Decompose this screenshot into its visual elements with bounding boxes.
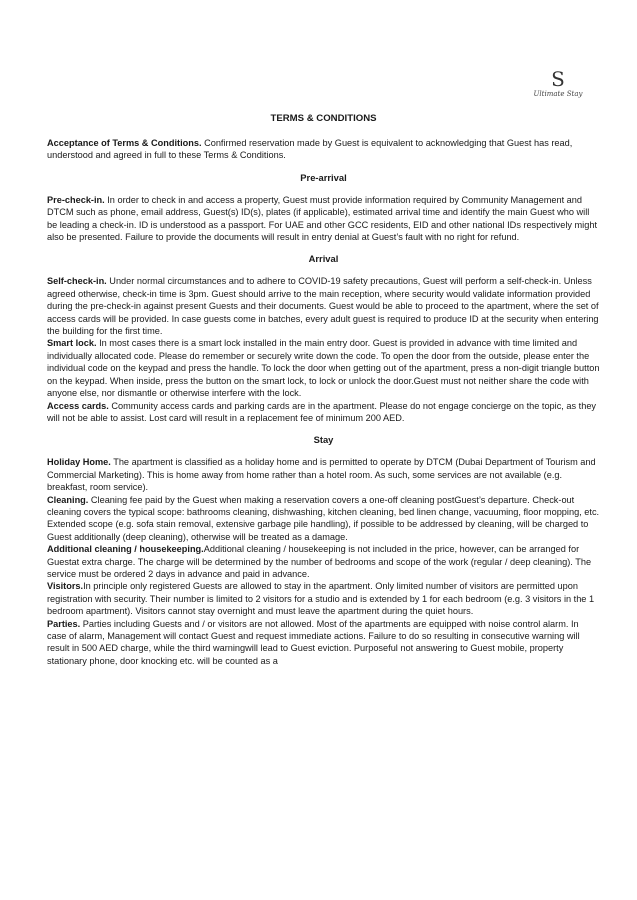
document-body — [47, 113, 600, 667]
section-title-stay: Stay — [313, 434, 334, 446]
intro-heading: Acceptance of Terms & Conditions. — [47, 138, 202, 148]
paragraph-text: Additional cleaning / housekeeping is not included in the price, however, can be arranged for Guestat extra charge. The charge will be determined by the number of bedrooms and scope of the work (regular / deep cleaning). The service must be ordered 2 days in advance and paid in advance. — [47, 544, 592, 579]
paragraph-holiday-home — [47, 456, 600, 493]
intro-paragraph — [47, 137, 600, 162]
paragraph-heading: Self-check-in. — [47, 276, 107, 287]
paragraph-heading: Cleaning. — [47, 494, 89, 505]
logo-letter: S — [551, 67, 565, 91]
document-title: TERMS & CONDITIONS — [270, 113, 377, 124]
paragraph-text: In principle only registered Guests are allowed to stay in the apartment. Only limited number of visitors are permitted upon registration with security. Their number is limited to 2 visitors for a studio and is extended by 1 for each bedroom (e.g. 3 visitors in the 1 bedroom apartment). Visitors cannot stay overnight and must leave the apartment during the quiet hours. — [47, 581, 595, 617]
paragraph-pre-check-in — [47, 194, 600, 244]
section-title-arrival: Arrival — [308, 253, 339, 265]
paragraph-text: In order to check in and access a property, Guest must provide information required by Community Management and DTCM such as phone, email address, Guest(s) ID(s), plates (if applicable), estimated arrival time and identify the main Guest who will be leading a check-in. ID is understood as a passport. For UAE and other GCC residents, EID and other national IDs respectively might also be presented. Failure to provide the documents will result in entry denial at Guest’s fault with no right for refund. — [47, 194, 597, 243]
logo-text: Ultimate Stay — [533, 90, 583, 98]
paragraph-cleaning — [47, 494, 600, 544]
paragraph-access-cards — [47, 400, 600, 425]
paragraph-heading: Holiday Home. — [47, 457, 111, 468]
paragraph-heading: Access cards. — [47, 400, 109, 411]
section-title-pre-arrival: Pre-arrival — [300, 171, 347, 183]
paragraph-heading: Parties. — [47, 618, 81, 629]
paragraph-heading: Visitors. — [47, 581, 84, 592]
paragraph-heading: Smart lock. — [47, 338, 97, 349]
paragraph-text: Cleaning fee paid by the Guest when making a reservation covers a one-off cleaning postGuest’s departure. Check-out cleaning covers the typical scope: bathrooms cleaning, dishwashing, kitchen cleaning, bed linen change, vacuuming, floor mopping, etc. Extended scope (e.g. sofa stain removal, extensive garbage pile handling), if possible to be addressed by cleaning, will be charged to Guest additionally (deep cleaning), otherwise will be treated as a damage. — [47, 494, 600, 542]
paragraph-visitors — [47, 580, 600, 617]
paragraph-text: Community access cards and parking cards are in the apartment. Please do not engage concierge on the topic, as they will not be able to assist. Lost card will result in a replacement fee of minimum 200 AED. — [47, 400, 597, 423]
paragraph-additional-cleaning — [47, 543, 600, 580]
paragraph-text: The apartment is classified as a holiday home and is permitted to operate by DTCM (Dubai Department of Tourism and Commercial Marketing). This is home away from home rather than a hotel room. As such, some services are not available (e.g. breakfast, room service). — [47, 457, 596, 493]
paragraph-text: In most cases there is a smart lock installed in the main entry door. Guest is provided in advance with time limited and individually allocated code. Please do remember or securely write down the code. To open the door from the outside, please enter the individual code on the keypad and press the handle. To lock the door when getting out of the apartment, press a non-digit triangle button on the keypad. When inside, press the button on the smart lock, to lock or unlock the door.Guest must not neither share the code with anyone else, nor dismantle or otherwise interfere with the lock. — [47, 338, 600, 399]
ultimate-stay-logo — [531, 68, 585, 98]
intro-text: Confirmed reservation made by Guest is equivalent to acknowledging that Guest has read, understood and agreed in full to these Terms & Conditions. — [47, 138, 573, 161]
paragraph-parties — [47, 618, 600, 668]
paragraph-text: Parties including Guests and / or visitors are not allowed. Most of the apartments are equipped with noise control alarm. In case of alarm, Management will contact Guest and request immediate actions. Failure to do so resulting in consecutive warning will result in 500 AED charge, while the third warningwill lead to Guest eviction. Purposeful not answering to Guest mobile, property stationary phone, door knocking etc. will be counted as a — [47, 618, 580, 666]
paragraph-smart-lock — [47, 337, 600, 399]
paragraph-self-check-in — [47, 275, 600, 337]
paragraph-heading: Pre-check-in. — [47, 194, 105, 205]
paragraph-heading: Additional cleaning / housekeeping. — [47, 544, 204, 555]
paragraph-text: Under normal circumstances and to adhere to COVID-19 safety precautions, Guest will perform a self-check-in. Unless agreed otherwise, check-in time is 3pm. Guest should arrive to the main reception, where security would validate information provided during the pre-check-in against present Guests and their documents. Guest would be able to proceed to the apartment, where the set of access cards will be provided. In case guests come in batches, every adult guest is required to produce ID at the security when entering the building for the first time. — [47, 276, 599, 337]
